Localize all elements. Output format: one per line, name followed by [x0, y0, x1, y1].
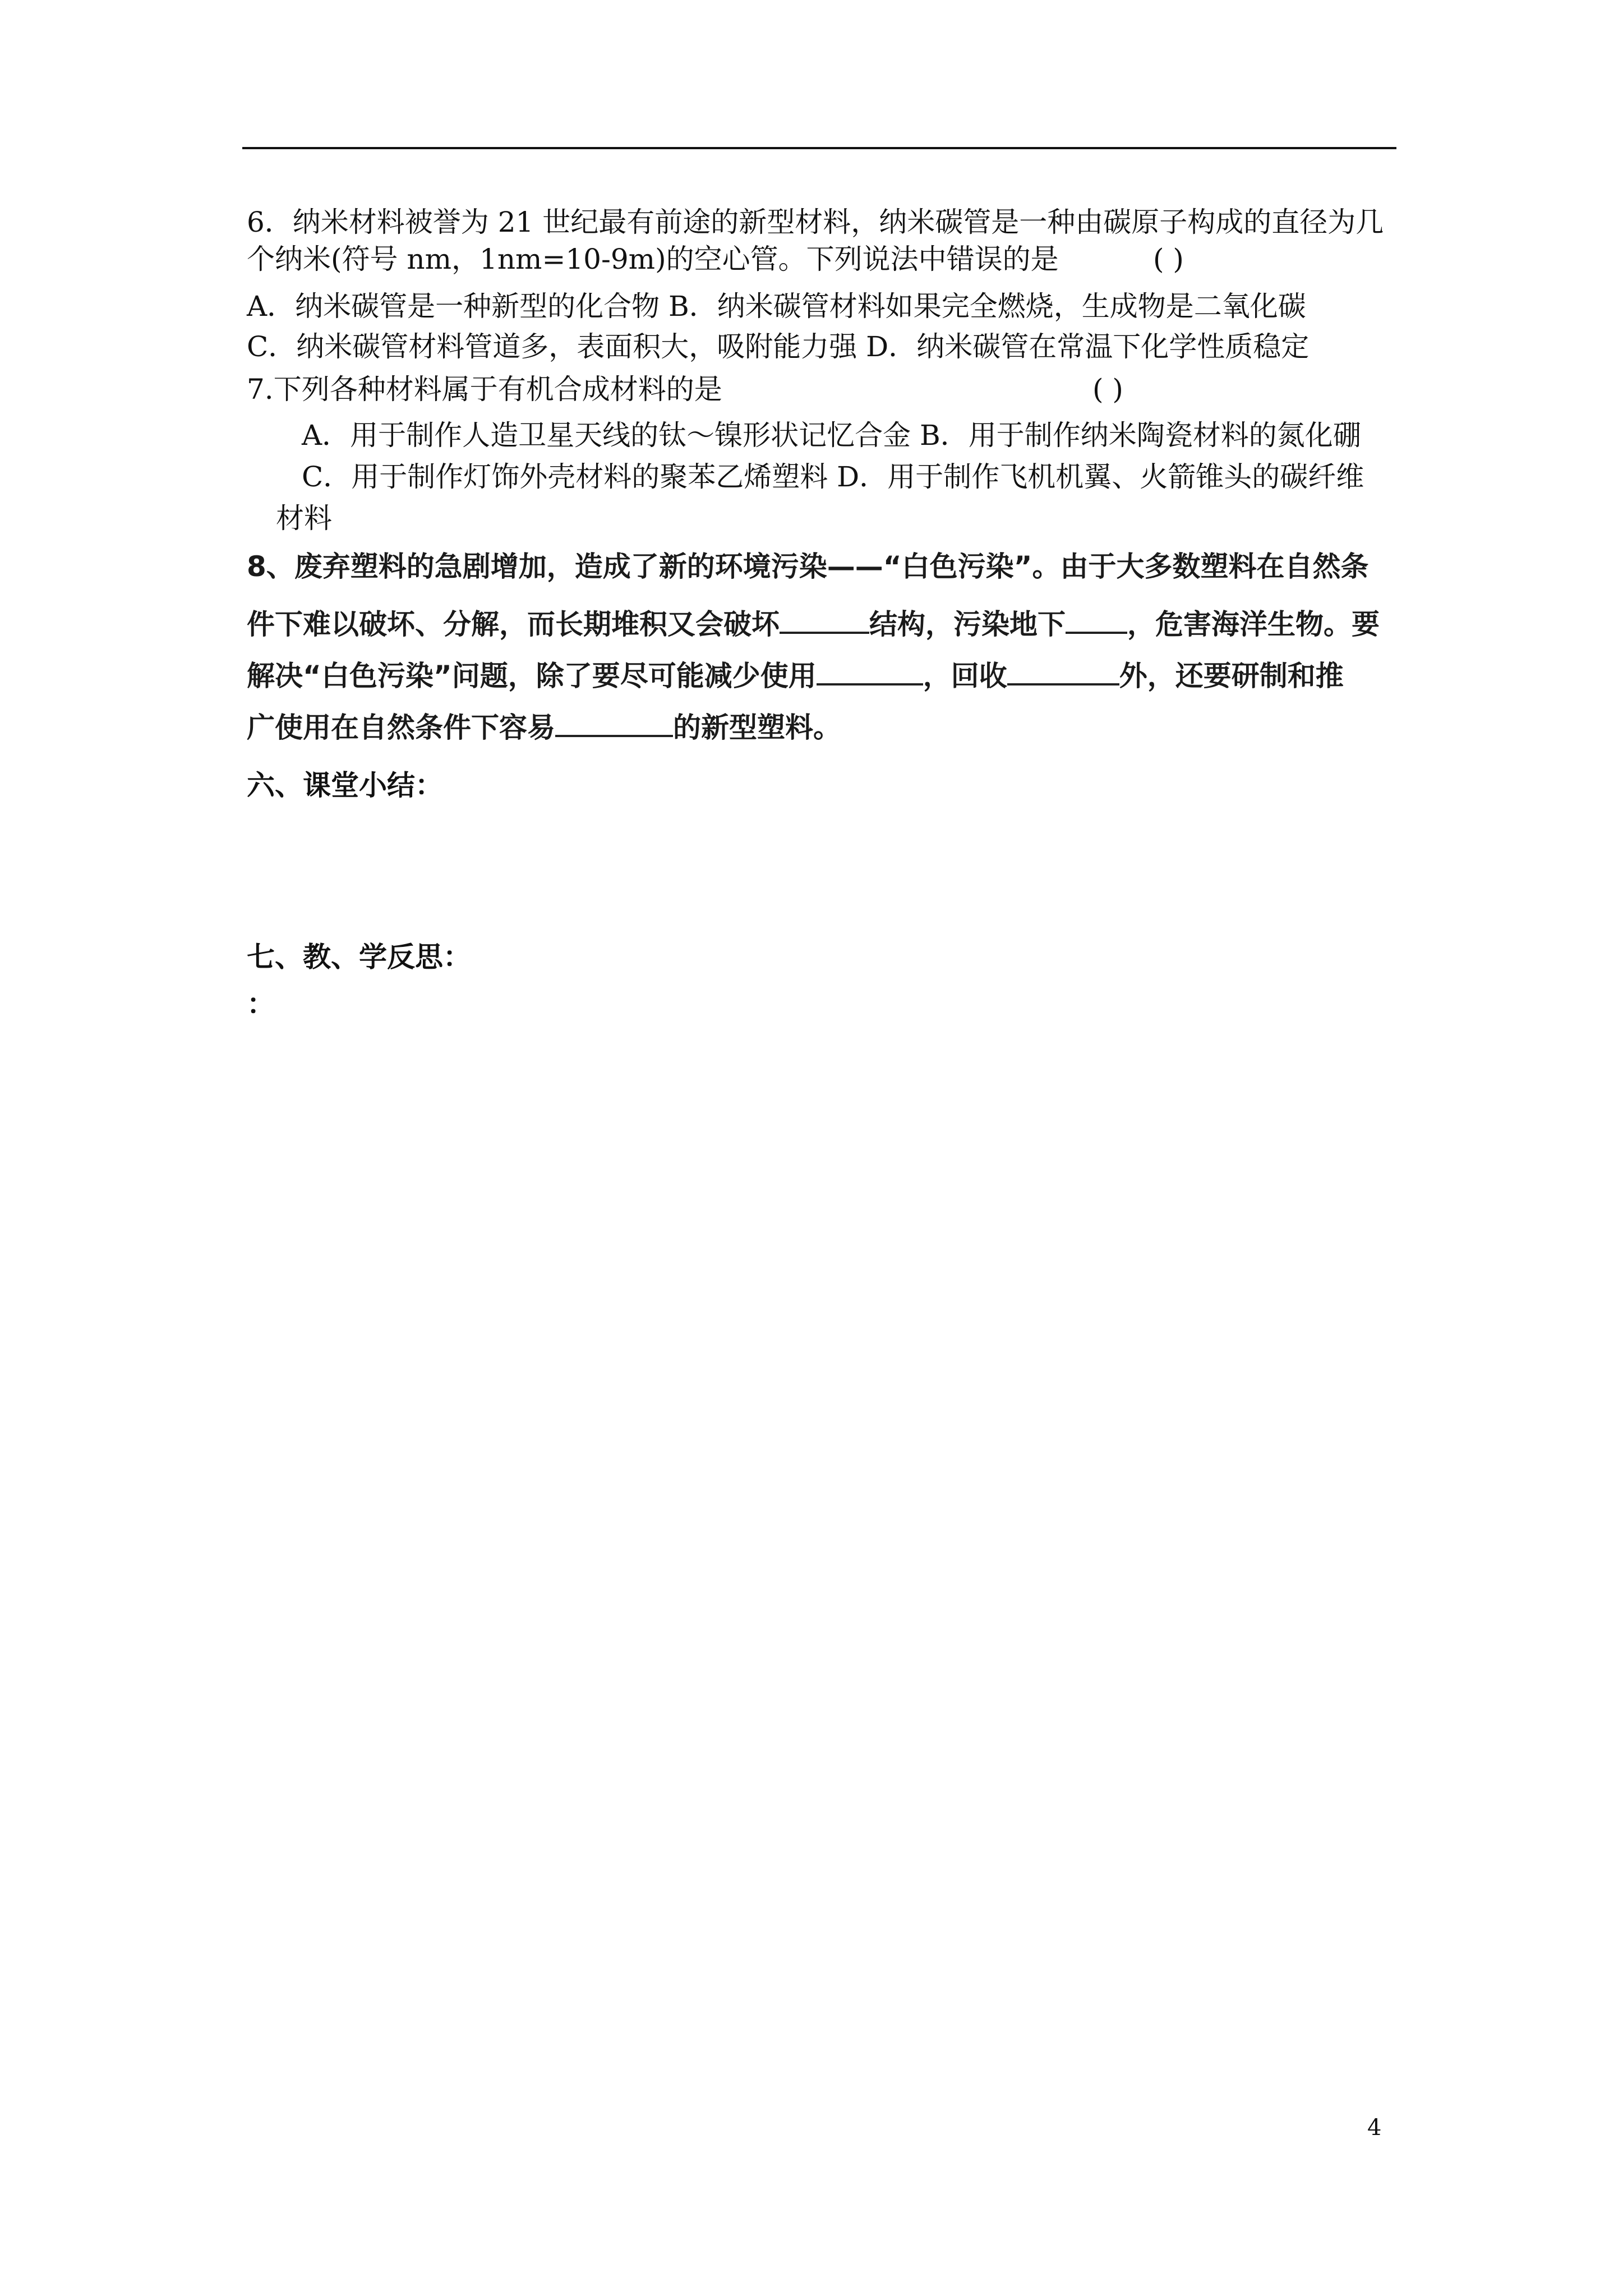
- q6-line-2: 个纳米(符号 nm，1nm=10-9m)的空心管。下列说法中错误的是: [247, 243, 1059, 275]
- section-heading-reflection: 七、教、学反思：: [247, 941, 471, 973]
- q8-line-3-part-c: 外，还要研制和推: [1119, 660, 1344, 692]
- q7-options-c-d: C．用于制作灯饰外壳材料的聚苯乙烯塑料 D．用于制作飞机机翼、火箭锥头的碳纤维: [302, 461, 1364, 493]
- q8-line-4-part-a: 广使用在自然条件下容易: [247, 711, 555, 744]
- q6-answer-paren: ( ): [1153, 243, 1184, 275]
- q8-line-4-part-b: 的新型塑料。: [673, 711, 841, 744]
- q7-answer-paren: ( ): [1092, 373, 1123, 406]
- q6-line-1: 6．纳米材料被誉为 21 世纪最有前途的新型材料，纳米碳管是一种由碳原子构成的直径为几: [247, 206, 1384, 238]
- fill-blank-5[interactable]: [555, 710, 673, 737]
- q8-line-3-part-b: ，回收: [923, 660, 1007, 692]
- section-heading-class-summary: 六、课堂小结：: [247, 769, 443, 802]
- q6-options-a-b: A．纳米碳管是一种新型的化合物 B．纳米碳管材料如果完全燃烧，生成物是二氧化碳: [247, 290, 1306, 323]
- fill-blank-4[interactable]: [1007, 659, 1119, 685]
- stray-colon: ：: [247, 988, 275, 1020]
- header-rule: [242, 147, 1396, 149]
- q7-options-a-b: A．用于制作人造卫星天线的钛～镍形状记忆合金 B．用于制作纳米陶瓷材料的氮化硼: [302, 419, 1361, 452]
- q7-option-d-continued: 材料: [276, 502, 332, 535]
- fill-blank-3[interactable]: [817, 659, 923, 685]
- q8-line-2-part-c: ，危害海洋生物。要: [1127, 608, 1380, 641]
- q8-line-1: 8、废弃塑料的急剧增加，造成了新的环境污染——“白色污染”。由于大多数塑料在自然条: [247, 550, 1369, 583]
- q8-line-2: [247, 607, 1380, 641]
- q8-line-3-part-a: 解决“白色污染”问题，除了要尽可能减少使用: [247, 660, 817, 692]
- page-number: 4: [1367, 2115, 1382, 2141]
- fill-blank-1[interactable]: [780, 607, 869, 634]
- q8-line-3: [247, 659, 1344, 693]
- q8-line-4: [247, 710, 841, 744]
- q7-line-1: 7.下列各种材料属于有机合成材料的是: [247, 373, 722, 406]
- fill-blank-2[interactable]: [1066, 607, 1127, 634]
- q8-line-2-part-b: 结构，污染地下: [869, 608, 1066, 641]
- q8-line-2-part-a: 件下难以破坏、分解，而长期堆积又会破坏: [247, 608, 780, 641]
- q6-options-c-d: C．纳米碳管材料管道多，表面积大，吸附能力强 D．纳米碳管在常温下化学性质稳定: [247, 330, 1310, 363]
